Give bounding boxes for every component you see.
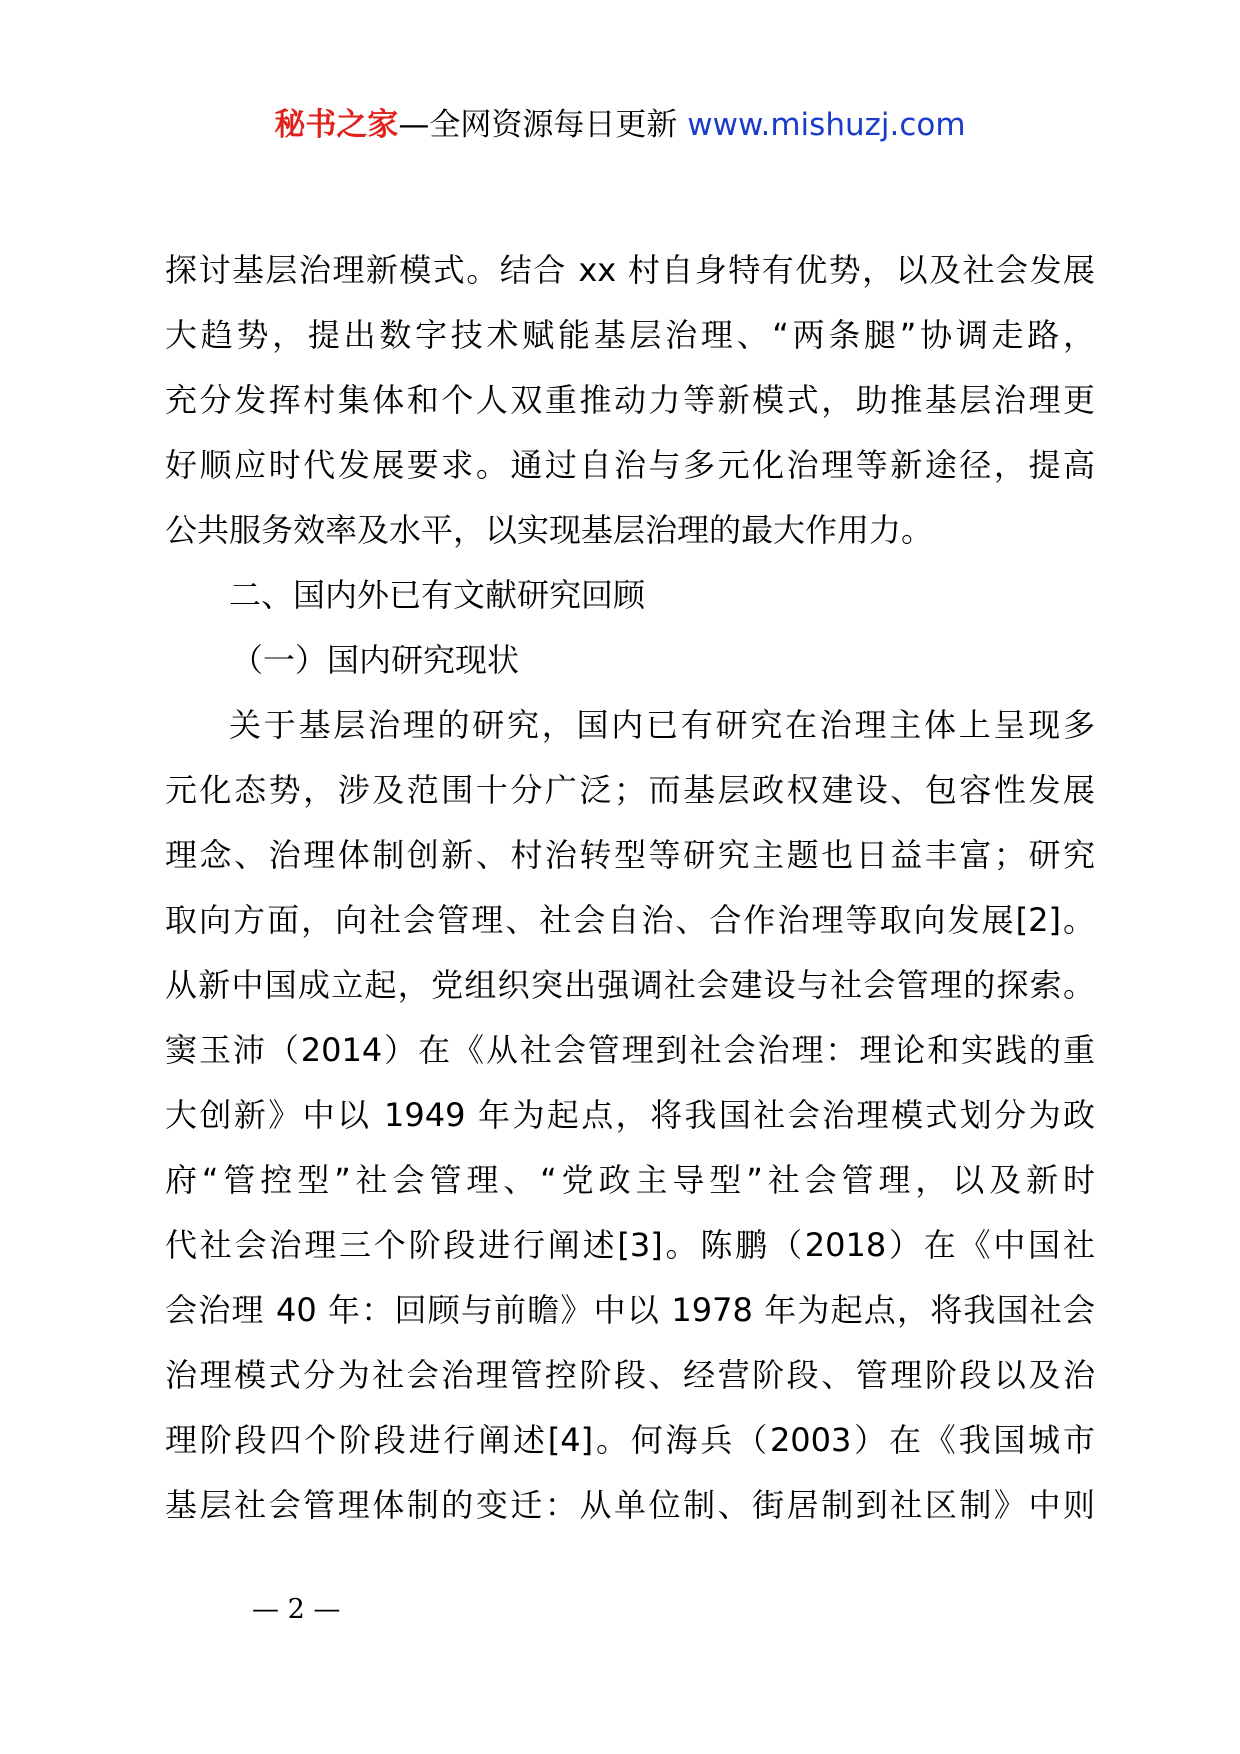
subsection-heading: （一）国内研究现状 <box>231 641 520 679</box>
document-body <box>165 238 1095 1538</box>
body-line: 大趋势，提出数字技术赋能基层治理、“两条腿”协调走路， <box>165 316 1095 354</box>
body-line: 大创新》中以 1949 年为起点，将我国社会治理模式划分为政 <box>165 1096 1095 1134</box>
page-number: — 2 — <box>252 1594 341 1625</box>
body-line: 府“管控型”社会管理、“党政主导型”社会管理，以及新时 <box>165 1161 1095 1199</box>
site-brand: 秘书之家 <box>274 107 399 143</box>
section-heading: 二、国内外已有文献研究回顾 <box>229 576 646 614</box>
body-line: 代社会治理三个阶段进行阐述[3]。陈鹏（2018）在《中国社 <box>165 1226 1095 1264</box>
body-line: 治理模式分为社会治理管控阶段、经营阶段、管理阶段以及治 <box>165 1356 1095 1394</box>
body-line: 充分发挥村集体和个人双重推动力等新模式，助推基层治理更 <box>165 381 1095 419</box>
body-line: 元化态势，涉及范围十分广泛；而基层政权建设、包容性发展 <box>165 771 1095 809</box>
body-line: 会治理 40 年：回顾与前瞻》中以 1978 年为起点，将我国社会 <box>165 1291 1095 1329</box>
body-line: 探讨基层治理新模式。结合 xx 村自身特有优势，以及社会发展 <box>165 251 1095 289</box>
body-line: 取向方面，向社会管理、社会自治、合作治理等取向发展[2]。 <box>165 901 1095 939</box>
body-line: 理阶段四个阶段进行阐述[4]。何海兵（2003）在《我国城市 <box>165 1421 1095 1459</box>
body-line: 从新中国成立起，党组织突出强调社会建设与社会管理的探索。 <box>165 966 1095 1004</box>
site-header <box>0 100 1240 150</box>
body-line: 关于基层治理的研究，国内已有研究在治理主体上呈现多 <box>229 706 1095 744</box>
site-slogan: —全网资源每日更新 <box>398 107 688 143</box>
body-line: 公共服务效率及水平，以实现基层治理的最大作用力。 <box>165 511 934 549</box>
site-url-link[interactable]: www.mishuzj.com <box>687 107 966 143</box>
body-line: 好顺应时代发展要求。通过自治与多元化治理等新途径，提高 <box>165 446 1095 484</box>
body-line: 理念、治理体制创新、村治转型等研究主题也日益丰富；研究 <box>165 836 1095 874</box>
body-line: 基层社会管理体制的变迁：从单位制、街居制到社区制》中则 <box>165 1486 1095 1524</box>
body-line: 窦玉沛（2014）在《从社会管理到社会治理：理论和实践的重 <box>165 1031 1095 1069</box>
